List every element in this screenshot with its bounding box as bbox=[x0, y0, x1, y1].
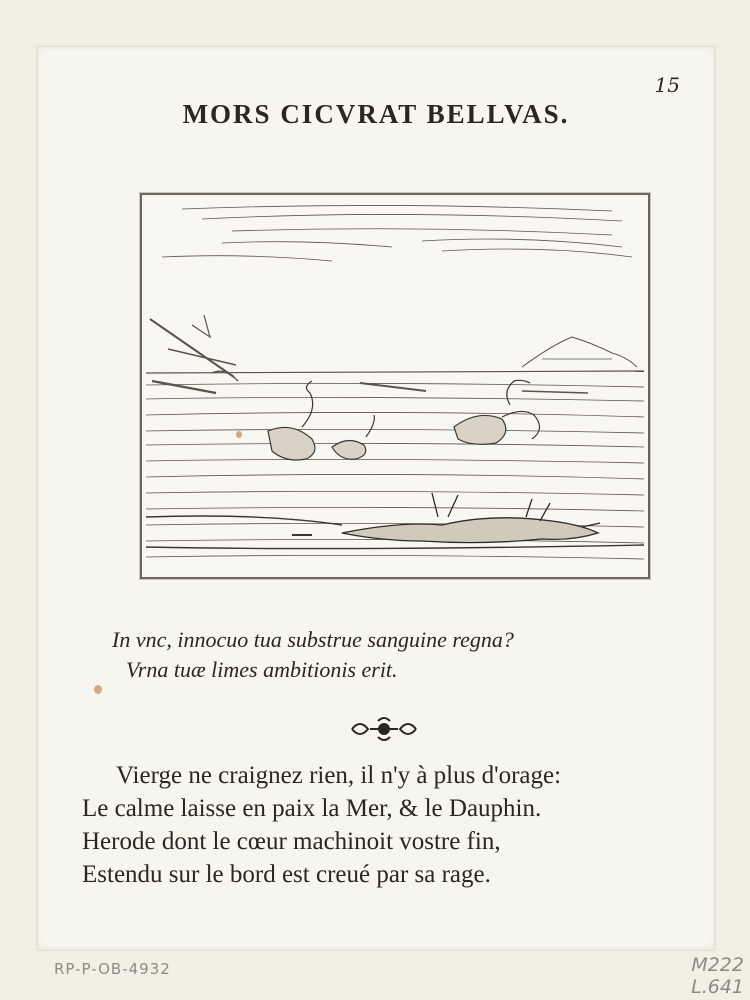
french-line-2: Le calme laisse en paix la Mer, & le Dauphin. bbox=[82, 795, 542, 822]
latin-line-2: Vrna tuæ limes ambitionis erit. bbox=[126, 657, 398, 682]
page-title: MORS CICVRAT BELLVAS. bbox=[182, 99, 570, 129]
page-number: 15 bbox=[654, 73, 680, 97]
latin-verse bbox=[112, 625, 672, 685]
mount-note-line-1: M222 bbox=[691, 954, 744, 976]
foxing-stain bbox=[94, 685, 102, 694]
inventory-number: RP-P-OB-4932 bbox=[54, 960, 171, 978]
print-page bbox=[38, 47, 714, 949]
fleuron-ornament bbox=[348, 715, 420, 743]
latin-line-1: In vnc, innocuo tua substrue sanguine regna? bbox=[112, 627, 514, 652]
sea-monsters-etching bbox=[142, 195, 648, 577]
french-line-1: Vierge ne craignez rien, il n'y à plus d'orage: bbox=[116, 762, 562, 789]
mount-note-line-2: L.641 bbox=[691, 976, 744, 998]
french-line-3: Herode dont le cœur machinoit vostre fin, bbox=[82, 828, 501, 855]
foxing-stain bbox=[236, 431, 242, 438]
etching-plate bbox=[140, 193, 650, 579]
mount-note bbox=[664, 954, 744, 998]
french-line-4: Estendu sur le bord est creué par sa rage. bbox=[82, 861, 491, 888]
french-verse bbox=[82, 759, 702, 891]
